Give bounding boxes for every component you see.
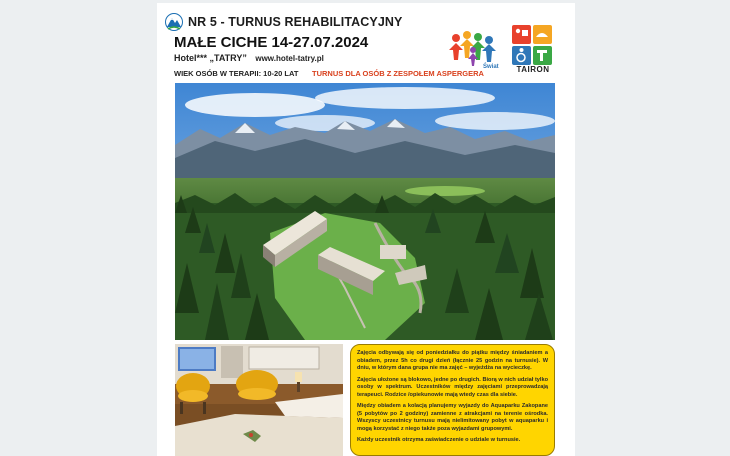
- info-paragraph-certificate: Każdy uczestnik otrzyma zaświadczenie o udziale w turnusie.: [357, 437, 521, 444]
- flyer-page: [157, 3, 575, 456]
- place-dates: MAŁE CICHE 14-27.07.2024: [174, 34, 369, 51]
- swiat-logo-text: Świat: [483, 64, 499, 70]
- hotel-url[interactable]: www.hotel-tatry.pl: [255, 54, 324, 63]
- mountain-logo-icon: [165, 11, 183, 33]
- hotel-aerial-photo: [175, 83, 555, 340]
- tairon-logo-text: TAIRON: [516, 65, 550, 74]
- hotel-line: [174, 53, 324, 63]
- info-paragraph-blocks: Zajęcia ułożone są blokowo, jedne po drugich. Biorą w nich udział tylko osoby w spektrum. Uczestników między zajęciami przeprowadzają terapeuci. Rodzice /opiekunowie mają wtedy czas dla siebie.: [357, 376, 548, 398]
- hotel-name: Hotel*** „TATRY”: [174, 53, 247, 63]
- age-range: WIEK OSÓB W TERAPII: 10-20 LAT: [174, 69, 299, 78]
- info-paragraph-schedule: Zajęcia odbywają się od poniedziałku do piątku między śniadaniem a obiadem, przez 5h co drugi dzień (łącznie 25 godzin na turnusie). W dniu, w którym dana grupa nie ma zajęć – wyjeżdża na wycieczkę.: [357, 350, 548, 372]
- info-box: [350, 344, 555, 456]
- page-title: NR 5 - TURNUS REHABILITACYJNY: [188, 15, 403, 29]
- hotel-room-photo: [175, 344, 343, 456]
- info-paragraph-aquapark: Między obiadem a kolacją planujemy wyjazdy do Aquaparku Zakopane (5 pobytów po 2 godziny) zamienne z atrakcjami na terenie ośrodka. Wszyscy uczestnicy turnusu mają nielimitowany pobyt w aquaparku i mogą korzystać z niego także poza wyjazdami grupowymi.: [357, 403, 548, 432]
- target-group: TURNUS DLA OSÓB Z ZESPOŁEM ASPERGERA: [312, 69, 484, 78]
- tairon-logo-icon: [512, 25, 552, 65]
